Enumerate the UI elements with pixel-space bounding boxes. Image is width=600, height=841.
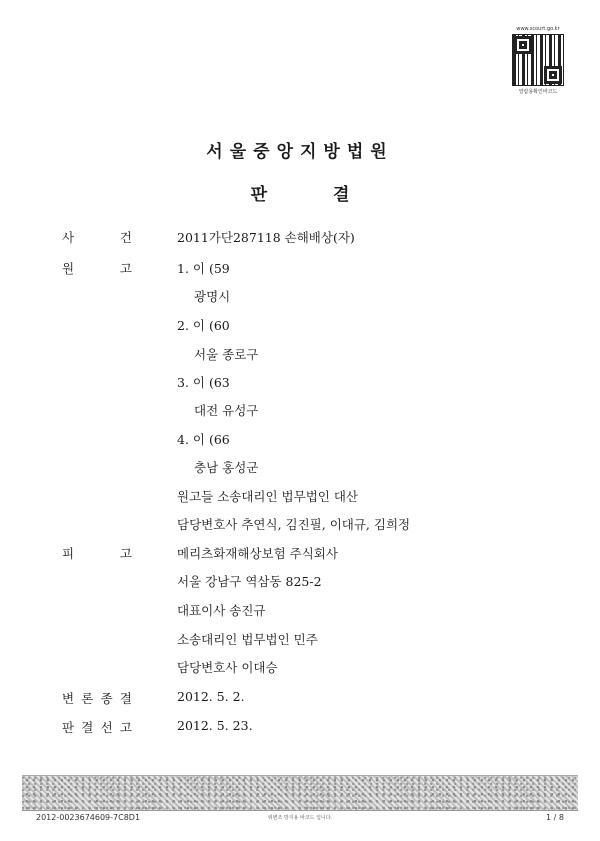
- plaintiff-4: 4. 이 (66: [177, 432, 230, 447]
- defendant-representative: 대표이사 송진규: [177, 603, 266, 618]
- defendant-name: 메리츠화재해상보험 주식회사: [177, 546, 338, 561]
- plaintiff-attorneys: 담당변호사 추연식, 김진필, 이대규, 김희정: [177, 517, 411, 532]
- qr-caption: 열람용확인바코드: [518, 89, 558, 95]
- plaintiff-1: 1. 이 (59: [177, 261, 230, 276]
- defendant-counsel: 소송대리인 법무법인 민주: [177, 632, 318, 647]
- plaintiff-2: 2. 이 (60: [177, 318, 230, 333]
- plaintiff-counsel: 원고들 소송대리인 법무법인 대산: [177, 489, 358, 504]
- court-name: 서울중앙지방법원: [206, 142, 394, 162]
- case-label: 사 건: [62, 230, 132, 245]
- plaintiff-label: 원 고: [62, 261, 132, 276]
- anti-forgery-barcode: [22, 775, 578, 811]
- judgment-date-label: 판 결 선 고: [62, 720, 132, 735]
- argument-closed-label: 변 론 종 결: [62, 691, 132, 706]
- plaintiff-2-address: 서울 종로구: [194, 347, 259, 362]
- plaintiff-3: 3. 이 (63: [177, 375, 230, 390]
- qr-code-icon: [512, 34, 564, 86]
- defendant-attorney: 담당변호사 이대승: [177, 660, 278, 675]
- document-id: 2012-0023674609-7C8D1: [36, 813, 141, 822]
- qr-url: www.scourt.go.kr: [516, 26, 560, 32]
- qr-block: [512, 26, 564, 95]
- argument-closed-date: 2012. 5. 2.: [177, 689, 245, 704]
- plaintiff-4-address: 충남 홍성군: [194, 460, 259, 475]
- barcode-note: 위변조 방지용 바코드 입니다.: [267, 815, 333, 821]
- plaintiff-1-address: 광명시: [194, 289, 231, 304]
- defendant-label: 피 고: [62, 546, 132, 561]
- document-title: 판 결: [250, 185, 350, 205]
- page-number: 1 / 8: [546, 813, 564, 822]
- plaintiff-3-address: 대전 유성구: [194, 403, 259, 418]
- footer-divider: [22, 810, 578, 811]
- judgment-date: 2012. 5. 23.: [177, 718, 253, 733]
- defendant-address: 서울 강남구 역삼동 825-2: [177, 574, 322, 589]
- case-number: 2011가단287118 손해배상(자): [177, 230, 355, 245]
